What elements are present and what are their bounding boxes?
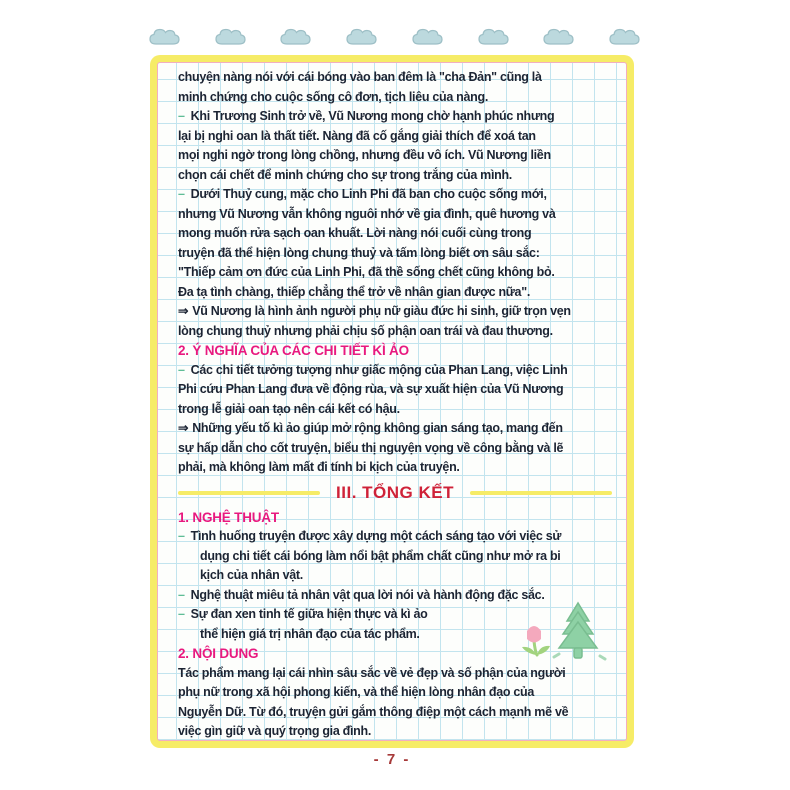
page-number: - 7 - — [373, 751, 411, 768]
line-text: nhưng Vũ Nương vẫn không nguôi nhớ về gia đình, quê hương và — [178, 206, 556, 221]
grid-paper — [157, 62, 627, 741]
arrow-bullet: ⇒ — [178, 304, 189, 318]
text-line — [178, 547, 612, 567]
text-line — [178, 107, 612, 127]
dash-bullet: – — [178, 187, 185, 201]
cloud-row — [148, 24, 640, 50]
line-text: Nguyễn Dữ. Từ đó, truyện gửi gắm thông điệp một cách mạnh mẽ về — [178, 704, 569, 719]
line-text: mọi nghi ngờ trong lòng chồng, nhưng đều vô ích. Vũ Nương liền — [178, 148, 551, 162]
line-text: Các chi tiết tưởng tượng như giấc mộng của Phan Lang, việc Linh — [190, 362, 568, 377]
tulip-flower-icon — [522, 626, 550, 655]
line-text: minh chứng cho cuộc sống cô đơn, tịch liêu của nàng. — [178, 89, 488, 104]
line-text: truyện đã thể hiện lòng chung thuỷ và tấm lòng biết ơn sâu sắc: — [178, 245, 540, 260]
text-line — [178, 322, 612, 342]
text-line — [178, 146, 612, 166]
dash-bullet: – — [178, 109, 185, 123]
plant-decoration — [512, 601, 608, 663]
text-line — [178, 683, 612, 703]
line-text: phải, mà không làm mất đi tính bi kịch của truyện. — [178, 460, 460, 474]
section-title: III. TỔNG KẾT — [336, 482, 454, 502]
pine-tree-icon — [554, 603, 605, 659]
cloud-icon — [148, 26, 180, 48]
line-text: dụng chi tiết cái bóng làm nổi bật phẩm chất cũng như mở ra bi — [200, 548, 561, 563]
subsection-heading: 2. Ý NGHĨA CỦA CÁC CHI TIẾT KÌ ẢO — [178, 343, 409, 358]
text-line — [178, 419, 612, 439]
line-text: chọn cái chết để minh chứng cho sự trong trắng của mình. — [178, 167, 512, 182]
line-text: lại bị nghi oan là thất tiết. Nàng đã cố gắng giải thích để xoá tan — [178, 128, 536, 143]
text-line — [178, 244, 612, 264]
text-line — [178, 566, 612, 586]
line-text: lòng chung thuỷ nhưng phải chịu số phận oan trái và đau thương. — [178, 323, 553, 338]
text-line — [178, 68, 612, 88]
line-text: việc gìn giữ và quý trọng gia đình. — [178, 724, 372, 738]
line-text: Phi cứu Phan Lang đưa về động rùa, và sự xuất hiện của Vũ Nương — [178, 382, 564, 396]
dash-bullet: – — [178, 587, 185, 602]
line-text: kịch của nhân vật. — [200, 568, 303, 582]
text-line — [178, 439, 612, 459]
dash-bullet: – — [178, 362, 185, 377]
subsection-heading: 1. NGHỆ THUẬT — [178, 509, 279, 525]
text-line — [178, 400, 612, 420]
text-line — [178, 224, 612, 244]
line-text: Khi Trương Sinh trở về, Vũ Nương mong chờ hạnh phúc nhưng — [190, 109, 555, 123]
text-line — [178, 263, 612, 283]
line-text: Những yếu tố kì ảo giúp mở rộng không gian sáng tạo, mang đến — [192, 421, 563, 435]
cloud-icon — [477, 26, 509, 48]
dash-bullet: – — [178, 529, 185, 543]
text-line — [178, 283, 612, 303]
line-text: Tình huống truyện được xây dựng một cách sáng tạo với việc sử — [190, 529, 562, 543]
text-line — [178, 185, 612, 205]
line-text: Đa tạ tình chàng, thiếp chẳng thể trở về nhân gian được nữa". — [178, 284, 531, 299]
section-divider-heading — [178, 480, 612, 506]
text-line — [178, 205, 612, 225]
line-text: sự hấp dẫn cho cốt truyện, biểu thị nguyện vọng về công bằng và lẽ — [178, 440, 564, 455]
cloud-icon — [542, 26, 574, 48]
text-line — [178, 166, 612, 186]
line-text: "Thiếp cảm ơn đức của Linh Phi, đã thề sống chết cũng không bỏ. — [178, 265, 555, 279]
line-text: Vũ Nương là hình ảnh người phụ nữ giàu đức hi sinh, giữ trọn vẹn — [192, 304, 571, 318]
cloud-icon — [214, 26, 246, 48]
text-line — [178, 302, 612, 322]
subsection-heading: 2. NỘI DUNG — [178, 646, 259, 661]
text-line — [178, 703, 612, 723]
line-text: phụ nữ trong xã hội phong kiến, và thể hiện lòng nhân đạo của — [178, 685, 535, 699]
line-text: Tác phẩm mang lại cái nhìn sâu sắc về vẻ đẹp và số phận của người — [178, 665, 566, 680]
text-line — [178, 88, 612, 108]
text-line — [178, 380, 612, 400]
cloud-icon — [608, 26, 640, 48]
arrow-bullet: ⇒ — [178, 421, 189, 435]
text-line — [178, 458, 612, 478]
text-line — [178, 527, 612, 547]
line-text: mong muốn rửa sạch oan khuất. Lời nàng nói cuối cùng trong — [178, 226, 532, 240]
text-line — [178, 361, 612, 381]
text-line — [178, 664, 612, 684]
line-text: Dưới Thuỷ cung, mặc cho Linh Phi đã ban cho cuộc sống mới, — [190, 187, 547, 201]
text-line — [178, 722, 612, 742]
line-text: trong lễ giải oan tạo nên cái kết có hậu. — [178, 401, 400, 416]
notebook-page — [150, 55, 634, 748]
line-text: Nghệ thuật miêu tả nhân vật qua lời nói và hành động đặc sắc. — [190, 587, 545, 602]
divider-rule-right — [470, 491, 612, 495]
cloud-icon — [279, 26, 311, 48]
cloud-icon — [411, 26, 443, 48]
divider-rule-left — [178, 491, 320, 495]
line-text: thể hiện giá trị nhân đạo của tác phẩm. — [200, 626, 420, 641]
line-text: chuyện nàng nói với cái bóng vào ban đêm là "cha Đản" cũng là — [178, 70, 542, 84]
line-text: Sự đan xen tinh tế giữa hiện thực và kì ảo — [190, 607, 428, 621]
cloud-icon — [345, 26, 377, 48]
text-line — [178, 127, 612, 147]
dash-bullet: – — [178, 607, 185, 621]
